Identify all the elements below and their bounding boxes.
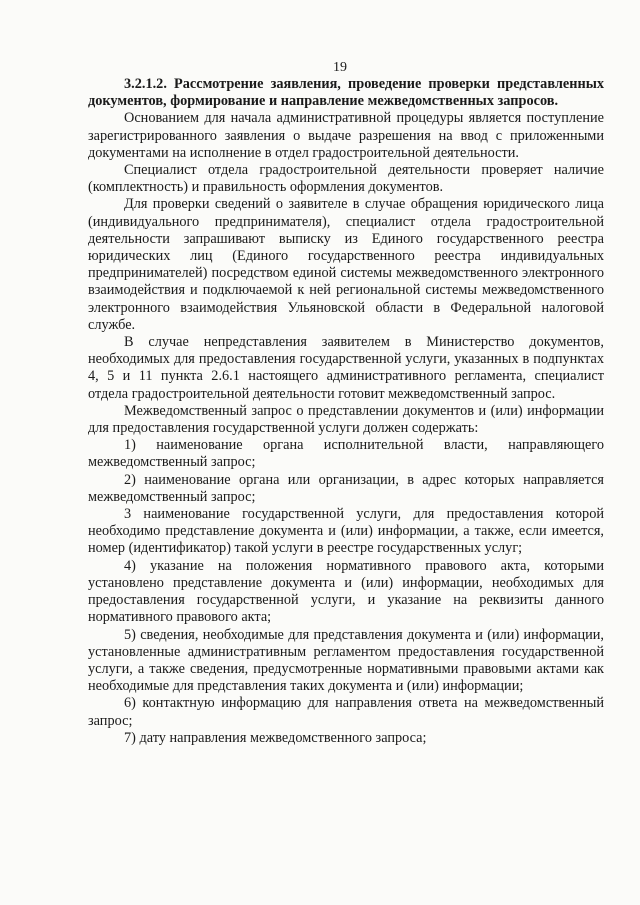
list-item-3: 3 наименование государственной услуги, для предоставления которой необходимо представление документа и (или) информации, а также, если имеется, номер (идентификатор) такой услуги в реестре государственных услуг; [88,506,604,557]
page-number: 19 [333,60,347,75]
list-item-2: 2) наименование органа или организации, в адрес которых направляется межведомственный запрос; [88,471,604,505]
list-item-6: 6) контактную информацию для направления ответа на межведомственный запрос; [88,695,604,729]
paragraph-basis: Основанием для начала административной процедуры является поступление зарегистрированного заявления о выдаче разрешения на ввод с приложенными документами на исполнение в отдел градостроительной деятельности. [88,110,604,161]
list-item-1: 1) наименование органа исполнительной власти, направляющего межведомственный запрос; [88,437,604,471]
paragraph-check: Специалист отдела градостроительной деятельности проверяет наличие (комплектность) и правильность оформления документов. [88,162,604,196]
section-heading: 3.2.1.2. Рассмотрение заявления, проведение проверки представленных документов, формирование и направление межведомственных запросов. [88,76,604,110]
paragraph-applicant-verification: Для проверки сведений о заявителе в случае обращения юридического лица (индивидуального предпринимателя), специалист отдела градостроительной деятельности запрашивают выписку из Единого государственного реестра юридических лиц (Единого государственного реестра индивидуальных предпринимателей) посредством единой системы межведомственного электронного взаимодействия и подключаемой к ней региональной системы межведомственного электронного взаимодействия Ульяновской области в Федеральной налоговой службе. [88,196,604,333]
list-item-5: 5) сведения, необходимые для представления документа и (или) информации, установленные административным регламентом предоставления государственной услуги, а также сведения, предусмотренные нормативными правовыми актами как необходимые для представления таких документа и (или) информации; [88,626,604,695]
paragraph-non-submission: В случае непредставления заявителем в Министерство документов, необходимых для предоставления государственной услуги, указанных в подпунктах 4, 5 и 11 пункта 2.6.1 настоящего административного регламента, специалист отдела градостроительной деятельности готовит межведомственный запрос. [88,334,604,402]
list-item-4: 4) указание на положения нормативного правового акта, которыми установлено представление документа и (или) информации, необходимых для предоставления государственной услуги, и указание на реквизиты данного нормативного правового акта; [88,557,604,626]
document-body [88,76,604,747]
list-item-7: 7) дату направления межведомственного запроса; [124,729,427,746]
paragraph-request-contents: Межведомственный запрос о представлении документов и (или) информации для предоставления государственной услуги должен содержать: [88,402,604,437]
